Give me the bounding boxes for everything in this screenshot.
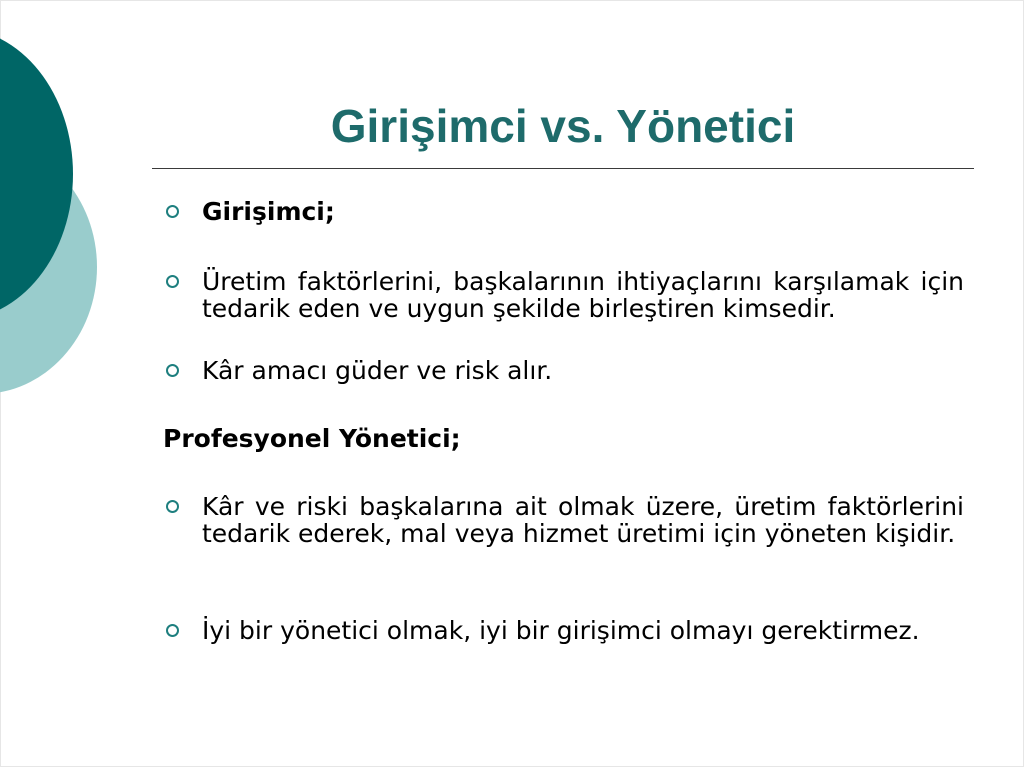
bullet-circle-icon: [166, 624, 179, 637]
slide-title: Girişimci vs. Yönetici: [330, 100, 796, 152]
title-divider: [152, 168, 974, 169]
bullet-text: İyi bir yönetici olmak, iyi bir girişimci olmayı gerektirmez.: [202, 616, 920, 645]
bullet-text: Kâr amacı güder ve risk alır.: [202, 356, 553, 385]
bullet-text: Kâr ve riski başkalarına ait olmak üzere, üretim faktörlerini tedarik ederek, mal veya hizmet üretimi için yöneten kişidir.: [202, 492, 964, 548]
bullet-text: Üretim faktörlerini, başkalarının ihtiyaçlarını karşılamak için tedarik eden ve uygun şekilde birleştiren kimsedir.: [202, 267, 964, 323]
bullet-text: Girişimci;: [202, 197, 335, 226]
bullet-circle-icon: [166, 275, 179, 288]
bullet-item-profit: [202, 357, 964, 384]
bullet-item-manager-definition: [202, 493, 964, 547]
bullet-item-manager-note: [202, 617, 964, 644]
section-heading: Profesyonel Yönetici;: [163, 424, 461, 453]
bullet-item-definition: [202, 268, 964, 322]
bullet-item-girisimci: [202, 198, 964, 225]
bullet-circle-icon: [166, 500, 179, 513]
bullet-circle-icon: [166, 205, 179, 218]
bullet-circle-icon: [166, 364, 179, 377]
